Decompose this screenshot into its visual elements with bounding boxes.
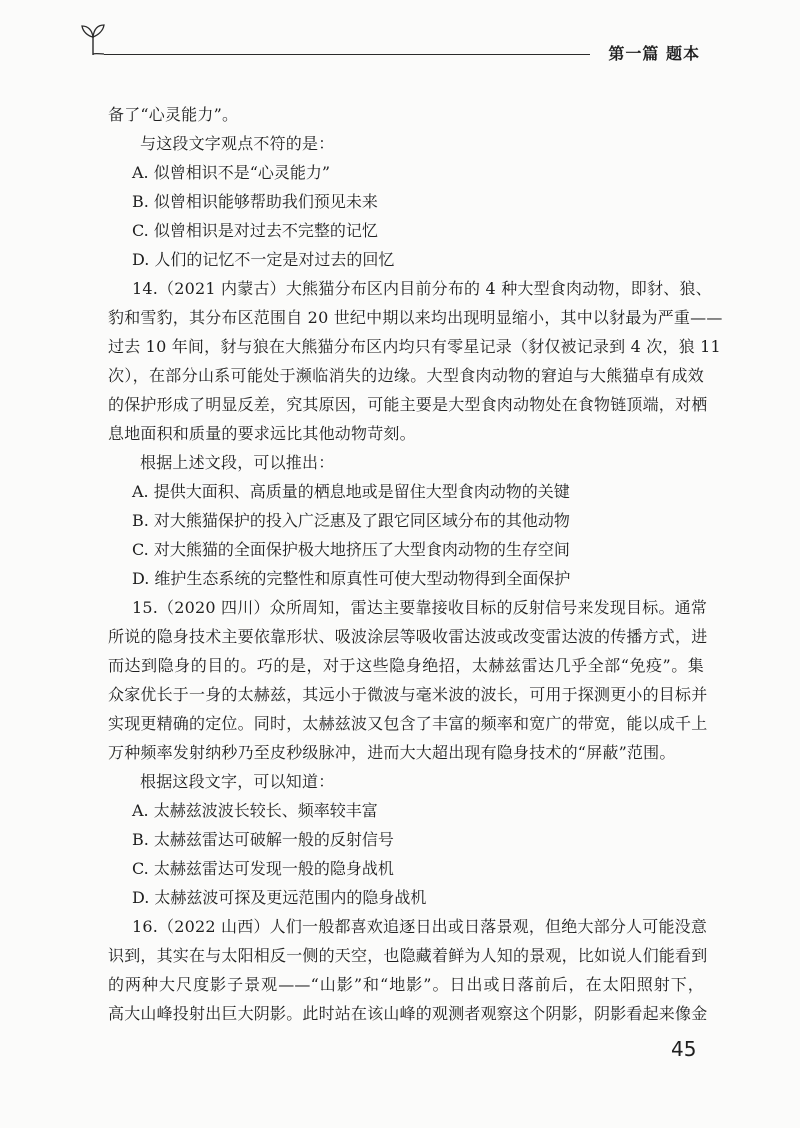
section-title: 第一篇 题本 [608, 44, 700, 63]
question-15-line: 众家优长于一身的太赫兹，其远小于微波与毫米波的波长，可用于探测更小的目标并 [108, 685, 708, 704]
question-15-stem: 根据这段文字，可以知道： [140, 772, 335, 791]
question-16-line: 识到，其实在与太阳相反一侧的天空，也隐藏着鲜为人知的景观，比如说人们能看到 [108, 946, 708, 965]
question-16-line: 高大山峰投射出巨大阴影。此时站在该山峰的观测者观察这个阴影，阴影看起来像金 [108, 1004, 708, 1023]
question-13-option-c: C. 似曾相识是对过去不完整的记忆 [132, 221, 378, 240]
question-16-line: 16.（2022 山西）人们一般都喜欢追逐日出或日落景观，但绝大部分人可能没意 [132, 917, 708, 936]
question-14-line: 息地面积和质量的要求远比其他动物苛刻。 [108, 424, 416, 443]
continued-text: 备了“心灵能力”。 [108, 105, 239, 124]
question-13-option-a: A. 似曾相识不是“心灵能力” [132, 163, 331, 182]
question-14-stem: 根据上述文段，可以推出： [140, 453, 335, 472]
question-14-line: 次），在部分山系可能处于濒临消失的边缘。大型食肉动物的窘迫与大熊猫卓有成效 [108, 366, 704, 385]
question-14-option-d: D. 维护生态系统的完整性和原真性可使大型动物得到全面保护 [132, 569, 571, 588]
question-15-option-b: B. 太赫兹雷达可破解一般的反射信号 [132, 830, 394, 849]
page-number: 45 [671, 1037, 697, 1061]
question-14-line: 过去 10 年间，豺与狼在大熊猫分布区内均只有零星记录（豺仅被记录到 4 次，狼 11 [108, 337, 721, 356]
question-14-option-a: A. 提供大面积、高质量的栖息地或是留住大型食肉动物的关键 [132, 482, 570, 501]
question-13-option-d: D. 人们的记忆不一定是对过去的回忆 [132, 250, 395, 269]
sprout-icon [80, 22, 106, 56]
question-13-option-b: B. 似曾相识能够帮助我们预见未来 [132, 192, 378, 211]
question-15-line: 所说的隐身技术主要依靠形状、吸波涂层等吸收雷达波或改变雷达波的传播方式，进 [108, 627, 708, 646]
question-14-option-b: B. 对大熊猫保护的投入广泛惠及了跟它同区域分布的其他动物 [132, 511, 570, 530]
question-15-passage [108, 593, 708, 767]
question-16-passage [108, 912, 708, 1028]
question-16-line: 的两种大尺度影子景观——“山影”和“地影”。日出或日落前后，在太阳照射下， [108, 975, 704, 994]
question-15-line: 15.（2020 四川）众所周知，雷达主要靠接收目标的反射信号来发现目标。通常 [132, 598, 708, 617]
question-14-line: 14.（2021 内蒙古）大熊猫分布区内目前分布的 4 种大型食肉动物，即豺、狼、 [132, 279, 712, 298]
header-rule [104, 54, 590, 55]
question-14-passage [108, 274, 723, 448]
page-content [108, 100, 723, 1028]
question-15-line: 而达到隐身的目的。巧的是，对于这些隐身绝招，太赫兹雷达几乎全部“免疫”。集 [108, 656, 704, 675]
question-14-option-c: C. 对大熊猫的全面保护极大地挤压了大型食肉动物的生存空间 [132, 540, 570, 559]
question-15-line: 实现更精确的定位。同时，太赫兹波又包含了丰富的频率和宽广的带宽，能以成千上 [108, 714, 708, 733]
question-15-option-c: C. 太赫兹雷达可发现一般的隐身战机 [132, 859, 394, 878]
page-header [0, 0, 800, 70]
question-15-option-d: D. 太赫兹波可探及更远范围内的隐身战机 [132, 888, 427, 907]
question-15-option-a: A. 太赫兹波波长较长、频率较丰富 [132, 801, 378, 820]
question-14-line: 豹和雪豹，其分布区范围自 20 世纪中期以来均出现明显缩小，其中以豺最为严重—— [108, 308, 723, 327]
question-15-line: 万种频率发射纳秒乃至皮秒级脉冲，进而大大超出现有隐身技术的“屏蔽”范围。 [108, 743, 676, 762]
question-14-line: 的保护形成了明显反差，究其原因，可能主要是大型食肉动物处在食物链顶端，对栖 [108, 395, 708, 414]
question-13-stem: 与这段文字观点不符的是： [140, 134, 335, 153]
